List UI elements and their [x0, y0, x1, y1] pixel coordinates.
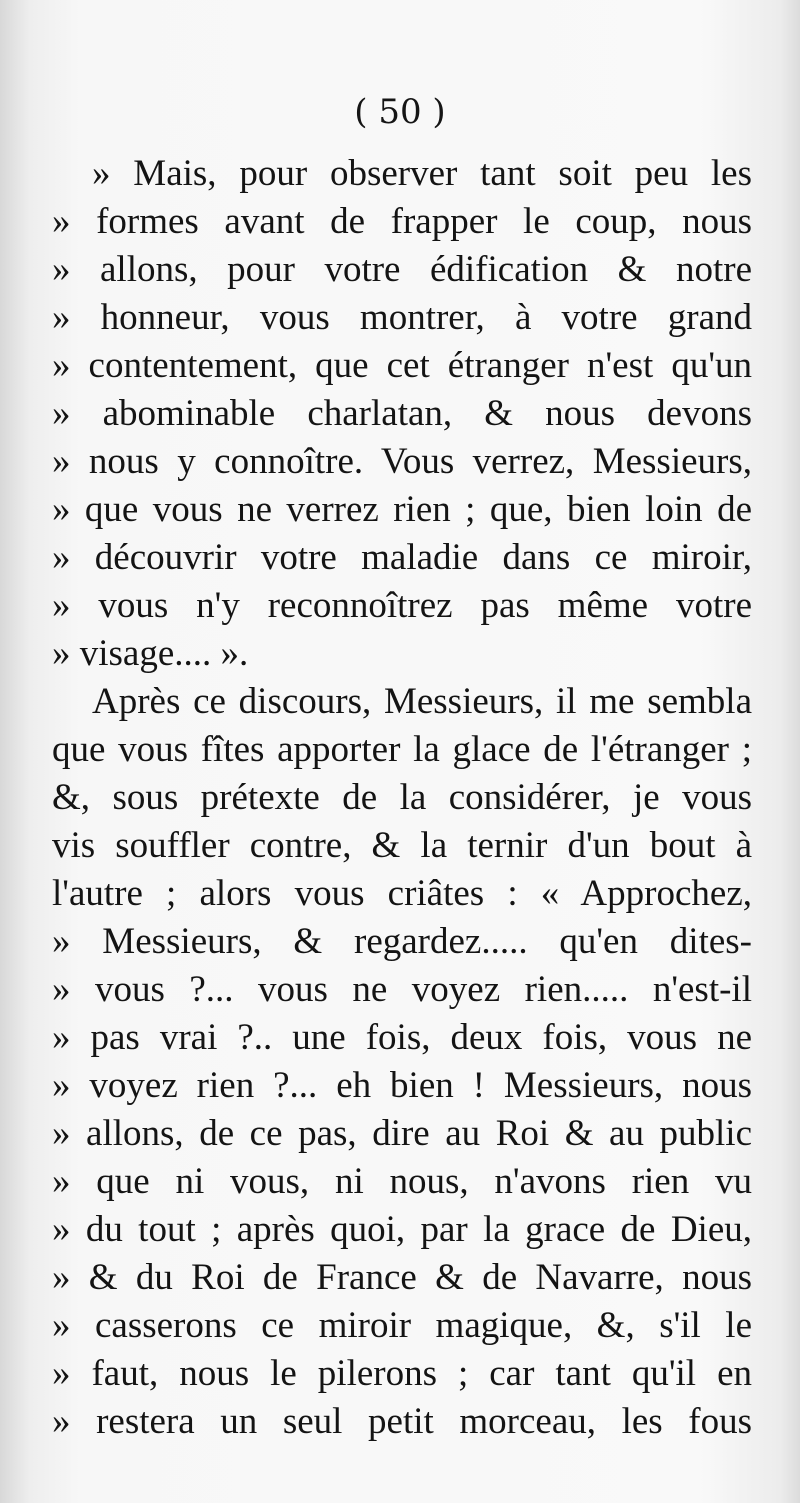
text-line: » découvrir votre maladie dans ce miroir,: [52, 537, 752, 578]
text-line: Après ce discours, Messieurs, il me sembla: [92, 681, 752, 722]
text-line: » contentement, que cet étranger n'est qu'un: [52, 345, 752, 386]
text-line: » allons, de ce pas, dire au Roi & au public: [52, 1113, 752, 1154]
text-line: » abominable charlatan, & nous devons: [52, 393, 752, 434]
text-line: » vous ?... vous ne voyez rien..... n'est-il: [52, 969, 752, 1010]
text-line: vis souffler contre, & la ternir d'un bout à: [52, 825, 752, 866]
page-text: [52, 150, 752, 1446]
text-line: » voyez rien ?... eh bien ! Messieurs, nous: [52, 1065, 752, 1106]
text-line: » que ni vous, ni nous, n'avons rien vu: [52, 1161, 752, 1202]
text-line: » restera un seul petit morceau, les fous: [52, 1401, 752, 1442]
page-number: ( 50 ): [354, 92, 446, 132]
text-line: » nous y connoître. Vous verrez, Messieurs,: [52, 441, 752, 482]
text-line: » du tout ; après quoi, par la grace de Dieu,: [52, 1209, 752, 1250]
text-line: » pas vrai ?.. une fois, deux fois, vous ne: [52, 1017, 752, 1058]
text-line: » allons, pour votre édification & notre: [52, 249, 752, 290]
text-line: » & du Roi de France & de Navarre, nous: [52, 1257, 752, 1298]
text-line: » visage.... ».: [52, 633, 249, 674]
text-line: l'autre ; alors vous criâtes : « Approchez,: [52, 873, 752, 914]
text-line: » casserons ce miroir magique, &, s'il le: [52, 1305, 752, 1346]
text-line: » que vous ne verrez rien ; que, bien loin de: [52, 489, 752, 530]
text-line: » vous n'y reconnoîtrez pas même votre: [52, 585, 752, 626]
text-line: » faut, nous le pilerons ; car tant qu'il en: [52, 1353, 752, 1394]
text-line: que vous fîtes apporter la glace de l'étranger ;: [52, 729, 752, 770]
text-line: » Messieurs, & regardez..... qu'en dites-: [52, 921, 752, 962]
text-line: &, sous prétexte de la considérer, je vous: [52, 777, 752, 818]
text-line: » honneur, vous montrer, à votre grand: [52, 297, 752, 338]
text-line: » Mais, pour observer tant soit peu les: [92, 153, 752, 194]
text-line: » formes avant de frapper le coup, nous: [52, 201, 752, 242]
